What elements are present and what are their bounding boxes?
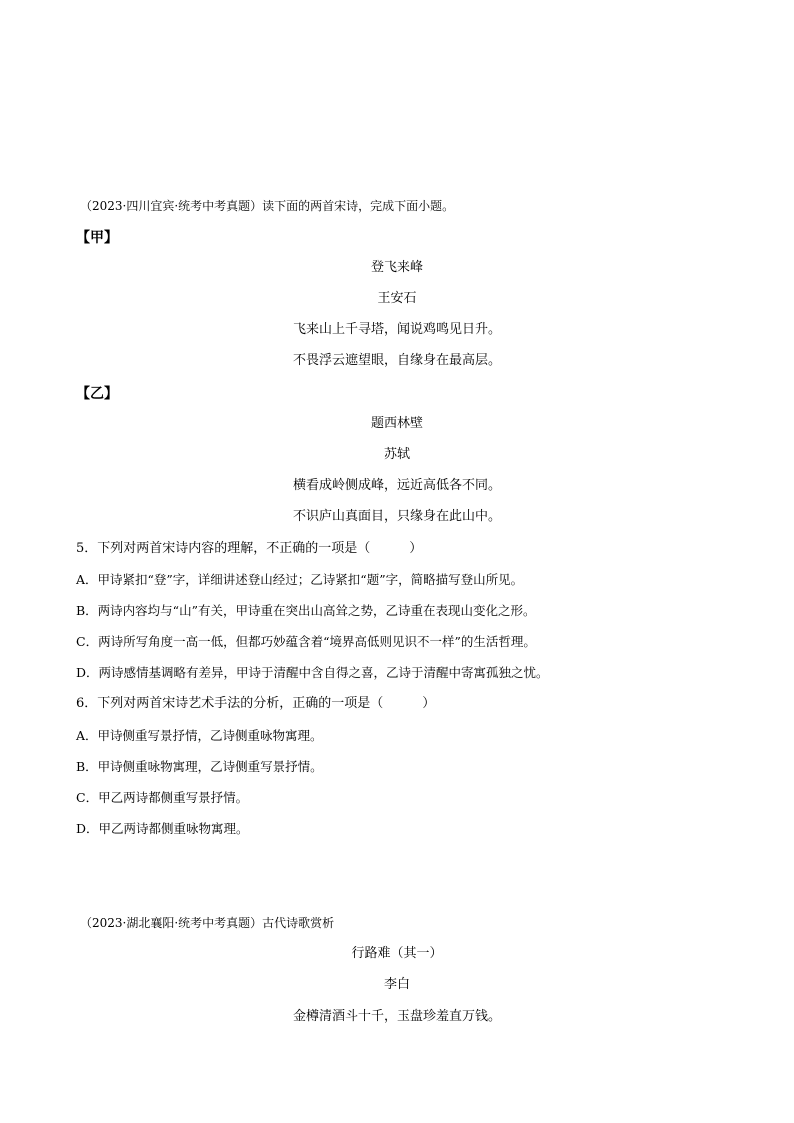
question-source: （2023·湖北襄阳·统考中考真题）古代诗歌赏析 bbox=[80, 916, 335, 930]
poem-b-author: 苏轼 bbox=[383, 447, 410, 462]
poem-b-line: 横看成岭侧成峰，远近高低各不同。 bbox=[292, 478, 501, 493]
poem-a-title: 登飞来峰 bbox=[370, 260, 423, 275]
answer-option: D．甲乙两诗都侧重咏物寓理。 bbox=[76, 821, 249, 836]
answer-option: A．甲诗紧扣“登”字，详细讲述登山经过；乙诗紧扣“题”字，简略描写登山所见。 bbox=[76, 572, 524, 587]
poem-a-line: 不畏浮云遮望眼，自缘身在最高层。 bbox=[292, 353, 501, 368]
question-source: （2023·四川宜宾·统考中考真题）读下面的两首宋诗，完成下面小题。 bbox=[80, 199, 455, 213]
answer-option: B．甲诗侧重咏物寓理，乙诗侧重写景抒情。 bbox=[76, 759, 323, 774]
poem-a-line: 飞来山上千寻塔，闻说鸡鸣见日升。 bbox=[292, 322, 501, 337]
poem-author: 李白 bbox=[383, 977, 410, 992]
answer-option: C．两诗所写角度一高一低，但都巧妙蕴含着“境界高低则见识不一样”的生活哲理。 bbox=[76, 634, 536, 649]
question-stem: 6．下列对两首宋诗艺术手法的分析，正确的一项是（ ） bbox=[76, 696, 436, 711]
poem-b-label: 【乙】 bbox=[76, 386, 118, 402]
answer-option: D．两诗感情基调略有差异，甲诗于清醒中含自得之喜，乙诗于清醒中寄寓孤独之忧。 bbox=[76, 665, 549, 680]
answer-option: B．两诗内容均与“山”有关，甲诗重在突出山高耸之势，乙诗重在表现山变化之形。 bbox=[76, 603, 536, 618]
answer-option: A．甲诗侧重写景抒情，乙诗侧重咏物寓理。 bbox=[76, 728, 323, 743]
poem-a-author: 王安石 bbox=[377, 291, 417, 306]
question-stem: 5．下列对两首宋诗内容的理解，不正确的一项是（ ） bbox=[76, 541, 423, 556]
poem-b-line: 不识庐山真面目，只缘身在此山中。 bbox=[292, 509, 501, 524]
poem-a-label: 【甲】 bbox=[76, 230, 118, 246]
poem-title: 行路难（其一） bbox=[351, 946, 443, 961]
answer-option: C．甲乙两诗都侧重写景抒情。 bbox=[76, 790, 249, 805]
poem-b-title: 题西林壁 bbox=[370, 416, 423, 431]
poem-line: 金樽清酒斗十千，玉盘珍羞直万钱。 bbox=[292, 1009, 501, 1024]
